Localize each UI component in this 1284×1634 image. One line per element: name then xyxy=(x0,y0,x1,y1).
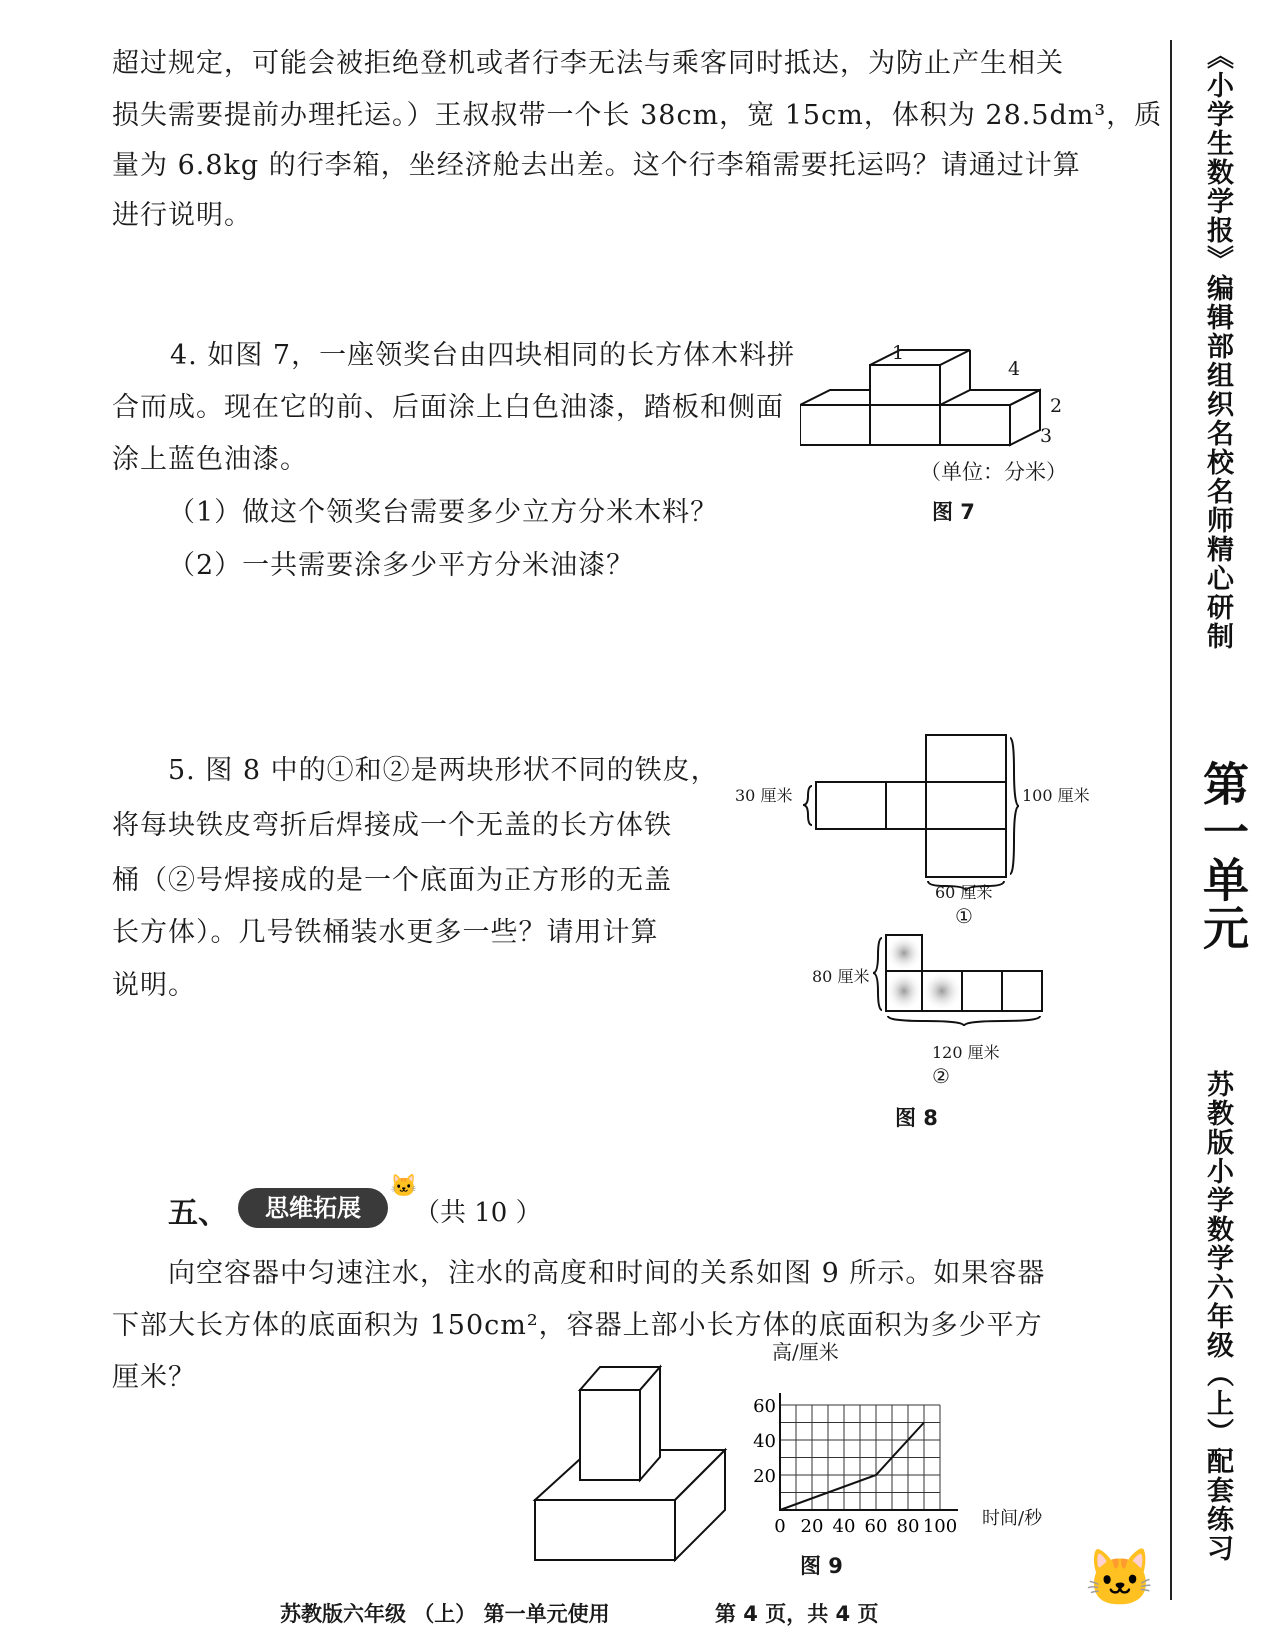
x-tick-label: 20 xyxy=(800,1516,824,1537)
figure7-dim-height: 2 xyxy=(1050,395,1063,417)
section5-line3: 厘米？ xyxy=(112,1362,196,1393)
chart-xlabel: 时间/秒 xyxy=(982,1508,1043,1529)
figure7-unit: （单位：分米） xyxy=(920,460,1067,484)
figure8-net2-label: ② xyxy=(932,1064,950,1088)
problem3-line4: 进行说明。 xyxy=(112,200,252,231)
problem5-line4: 长方体）。几号铁桶装水更多一些？请用计算 xyxy=(112,917,659,948)
problem4-line1: 4. 如图 7，一座领奖台由四块相同的长方体木料拼 xyxy=(170,340,796,371)
y-tick-label: 20 xyxy=(753,1466,776,1487)
figure7-dim-top: 1 xyxy=(892,342,905,364)
figure8-net1-label: ① xyxy=(955,904,973,928)
x-tick-label: 100 xyxy=(922,1516,958,1537)
chart-series-line xyxy=(780,1423,924,1511)
problem4-line2: 合而成。现在它的前、后面涂上白色油漆，踏板和侧面 xyxy=(112,392,784,423)
section5-badge: 思维拓展 xyxy=(238,1188,388,1228)
y-tick-label: 40 xyxy=(753,1431,776,1452)
section5-line2: 下部大长方体的底面积为 150cm²，容器上部小长方体的底面积为多少平方 xyxy=(112,1310,1043,1341)
figure8-net2-left: 80 厘米 xyxy=(812,967,870,986)
figure8-net1-bottom: 60 厘米 xyxy=(935,883,993,902)
sidebar-divider xyxy=(1170,40,1172,1600)
problem4-q1: （1）做这个领奖台需要多少立方分米木料？ xyxy=(168,497,719,528)
figure8-net1-left: 30 厘米 xyxy=(735,786,793,805)
x-tick-label: 40 xyxy=(832,1516,856,1537)
figure7-dim-length: 4 xyxy=(1008,358,1021,380)
figure8-net2-bottom: 120 厘米 xyxy=(932,1043,1000,1062)
figure8-net1-right: 100 厘米 xyxy=(1022,786,1090,805)
chart-y-ticks xyxy=(753,1396,776,1487)
problem5-line5: 说明。 xyxy=(112,970,196,1001)
x-tick-label: 0 xyxy=(774,1516,786,1537)
chart-grid xyxy=(780,1405,940,1510)
figure8-net1 xyxy=(800,730,1030,905)
problem4-line3: 涂上蓝色油漆。 xyxy=(112,444,308,475)
problem5-line1: 5. 图 8 中的①和②是两块形状不同的铁皮， xyxy=(168,755,719,786)
figure8-caption: 图 8 xyxy=(895,1106,938,1130)
section5-points: （共 10 ） xyxy=(414,1198,542,1228)
problem3-line1: 超过规定，可能会被拒绝登机或者行李无法与乘客同时抵达，为防止产生相关 xyxy=(112,48,1064,79)
problem3-line3: 量为 6.8kg 的行李箱，坐经济舱去出差。这个行李箱需要托运吗？请通过计算 xyxy=(112,150,1081,181)
sidebar-bottom-text: 苏教版小学数学六年级（上）配套练习 xyxy=(1202,1070,1233,1563)
chart-ylabel: 高/厘米 xyxy=(772,1340,839,1364)
figure7-caption: 图 7 xyxy=(932,500,975,524)
footer-page: 第 4 页，共 4 页 xyxy=(715,1602,879,1626)
chart-x-ticks xyxy=(774,1516,957,1537)
problem3-line2: 损失需要提前办理托运。）王叔叔带一个长 38cm，宽 15cm，体积为 28.5dm³，质 xyxy=(112,100,1163,131)
problem5-line2: 将每块铁皮弯折后焊接成一个无盖的长方体铁 xyxy=(112,810,672,841)
sidebar-top-text: 《小学生数学报》编辑部组织名校名师精心研制 xyxy=(1202,42,1233,651)
footer-left: 苏教版六年级 （上） 第一单元使用 xyxy=(280,1602,610,1626)
x-tick-label: 80 xyxy=(896,1516,920,1537)
section5-line1: 向空容器中匀速注水，注水的高度和时间的关系如图 9 所示。如果容器 xyxy=(168,1258,1046,1289)
mascot-bottom-icon: 🐱 xyxy=(1085,1546,1155,1611)
problem4-q2: （2）一共需要涂多少平方分米油漆？ xyxy=(168,550,635,581)
figure7-dim-depth: 3 xyxy=(1040,425,1053,447)
problem5-line3: 桶（②号焊接成的是一个底面为正方形的无盖 xyxy=(112,865,672,896)
figure8-net2 xyxy=(870,930,1050,1055)
mascot-icon: 🐱 xyxy=(390,1174,418,1199)
sidebar-unit-title: 第一单元 xyxy=(1196,760,1250,952)
figure9-caption: 图 9 xyxy=(800,1554,843,1578)
figure9-container xyxy=(525,1355,740,1570)
y-tick-label: 60 xyxy=(753,1396,776,1417)
section5-number: 五、 xyxy=(168,1196,228,1231)
x-tick-label: 60 xyxy=(864,1516,888,1537)
